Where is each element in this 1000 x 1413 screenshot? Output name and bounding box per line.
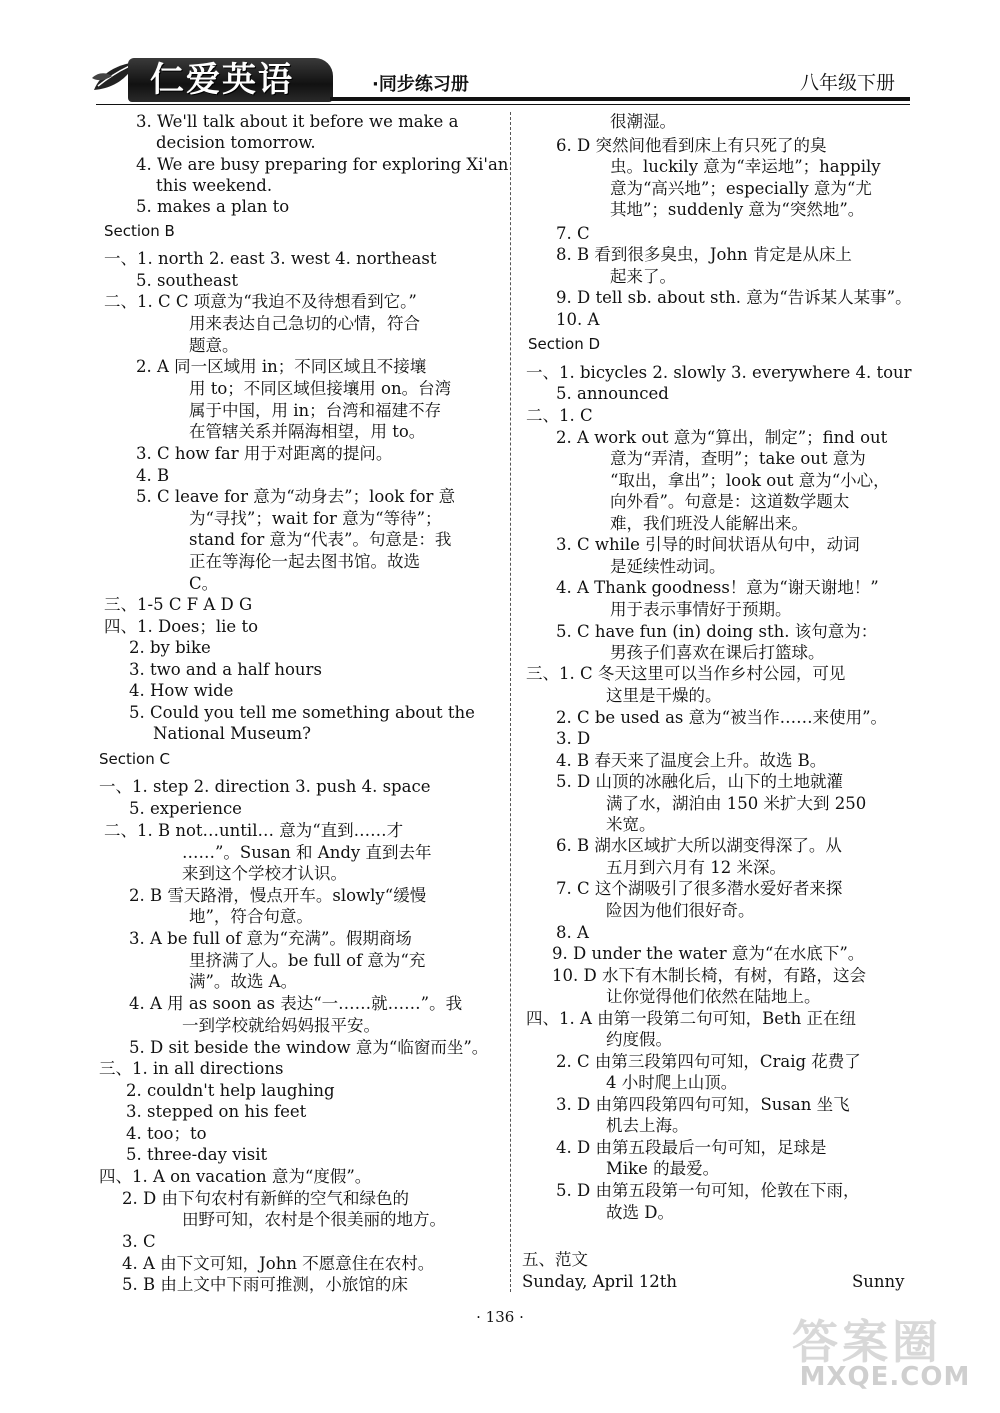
answer-line: 满了水，湖泊由 150 米扩大到 250 <box>606 794 867 813</box>
answer-line: 2. D 由下句农村有新鲜的空气和绿色的 <box>122 1189 409 1208</box>
answer-line: 5. D 山顶的冰融化后，山下的土地就灌 <box>556 772 843 791</box>
answer-line: 五、范文 <box>522 1250 588 1269</box>
answer-line: 二、1. B not…until… 意为“直到……才 <box>104 821 404 840</box>
answer-line: 向外看”。句意是：这道数学题太 <box>610 492 850 511</box>
answer-line: 4. How wide <box>129 681 234 700</box>
answer-line: 这里是干燥的。 <box>606 686 722 705</box>
answer-line: Sunny <box>852 1272 905 1291</box>
answer-line: 4 小时爬上山顶。 <box>606 1073 738 1092</box>
answer-line: 2. by bike <box>129 638 211 657</box>
answer-line: 地”，符合句意。 <box>189 907 313 926</box>
watermark-site: MXQE.COM <box>799 1362 971 1392</box>
answer-line: 3. D <box>556 729 591 748</box>
answer-line: 3. C <box>122 1232 156 1251</box>
answer-line: 10. A <box>556 310 600 329</box>
answer-line: this weekend. <box>156 176 273 195</box>
answer-line: 3. D 由第四段第四句可知，Susan 坐飞 <box>556 1095 850 1114</box>
answer-line: 5. B 由上文中下雨可推测，小旅馆的床 <box>122 1275 408 1294</box>
answer-line: 7. C 这个湖吸引了很多潜水爱好者来探 <box>556 879 843 898</box>
answer-line: 三、1. C 冬天这里可以当作乡村公园，可见 <box>526 664 846 683</box>
answer-line: 难，我们班没人能解出来。 <box>610 514 808 533</box>
page-header <box>0 0 1000 104</box>
answer-line: 9. D under the water 意为“在水底下”。 <box>552 944 865 963</box>
column-divider <box>510 112 511 1292</box>
answer-line: 5. makes a plan to <box>136 197 290 216</box>
answer-line: 五月到六月有 12 米深。 <box>606 858 786 877</box>
watermark-logo: 答案圈 <box>792 1315 942 1369</box>
answer-line: 四、1. Does；lie to <box>104 617 259 636</box>
answer-line: 意为“弄清，查明”；take out 意为 <box>610 449 866 468</box>
answer-line: 险因为他们很好奇。 <box>606 901 755 920</box>
brand-title: 仁爱英语 <box>150 60 294 100</box>
answer-line: 一、1. bicycles 2. slowly 3. everywhere 4. tour <box>526 363 912 382</box>
answer-line: 4. We are busy preparing for exploring Xi'an <box>136 155 509 174</box>
answer-line: 是延续性动词。 <box>610 557 726 576</box>
answer-line: 让你觉得他们依然在陆地上。 <box>606 987 821 1006</box>
answer-line: 2. A 同一区域用 in；不同区域且不接壤 <box>136 357 427 376</box>
section-heading: Section C <box>99 750 170 768</box>
answer-line: 4. too；to <box>126 1124 207 1143</box>
answer-line: 四、1. A 由第一段第二句可知，Beth 正在纽 <box>526 1009 857 1028</box>
answer-line: C。 <box>189 574 219 593</box>
answer-line: National Museum? <box>153 724 311 743</box>
answer-line: 5. D sit beside the window 意为“临窗而坐”。 <box>129 1038 489 1057</box>
answer-line: 4. D 由第五段最后一句可知，足球是 <box>556 1138 827 1157</box>
header-rule-thick <box>330 97 910 101</box>
answer-line: 4. A Thank goodness！意为“谢天谢地！” <box>556 578 879 597</box>
answer-line: 机去上海。 <box>606 1116 689 1135</box>
answer-line: 2. B 雪天路滑，慢点开车。slowly“缓慢 <box>129 886 427 905</box>
answer-line: 用于表示事情好于预期。 <box>610 600 792 619</box>
answer-line: 5. southeast <box>136 271 238 290</box>
answer-line: 满”。故选 A。 <box>189 972 298 991</box>
answer-line: 2. C be used as 意为“被当作……来使用”。 <box>556 708 888 727</box>
answer-line: 三、1. in all directions <box>99 1059 284 1078</box>
answer-line: 题意。 <box>189 336 239 355</box>
answer-line: Mike 的最爱。 <box>606 1159 720 1178</box>
answer-line: 一、1. step 2. direction 3. push 4. space <box>99 777 431 796</box>
answer-line: 里挤满了人。be full of 意为“充 <box>189 951 426 970</box>
answer-line: 2. couldn't help laughing <box>126 1081 335 1100</box>
answer-line: 5. D 由第五段第一句可知，伦敦在下雨， <box>556 1181 860 1200</box>
answer-line: 四、1. A on vacation 意为“度假”。 <box>99 1167 372 1186</box>
answer-line: 4. A 用 as soon as 表达“一……就……”。我 <box>129 994 463 1013</box>
answer-line: 9. D tell sb. about sth. 意为“告诉某人某事”。 <box>556 288 912 307</box>
answer-line: 属于中国，用 in；台湾和福建不存 <box>189 401 442 420</box>
answer-line: 4. B <box>136 466 170 485</box>
page-number: · 136 · <box>476 1308 524 1326</box>
answer-line: 4. A 由下文可知，John 不愿意住在农村。 <box>122 1254 435 1273</box>
answer-line: 一、1. north 2. east 3. west 4. northeast <box>104 249 437 268</box>
answer-line: 8. B 看到很多臭虫，John 肯定是从床上 <box>556 245 852 264</box>
answer-line: 3. We'll talk about it before we make a <box>136 112 459 131</box>
answer-line: 2. C 由第三段第四句可知，Craig 花费了 <box>556 1052 861 1071</box>
answer-line: 5. C leave for 意为“动身去”；look for 意 <box>136 487 456 506</box>
answer-line: 5. Could you tell me something about the <box>129 703 475 722</box>
answer-line: 为“寻找”；wait for 意为“等待”； <box>189 509 442 528</box>
answer-line: 起来了。 <box>610 267 676 286</box>
answer-line: ……”。Susan 和 Andy 直到去年 <box>182 843 432 862</box>
answer-line: 二、1. C <box>526 406 593 425</box>
answer-line: 用 to；不同区域但接壤用 on。台湾 <box>189 379 452 398</box>
answer-line: 二、1. C C 项意为“我迫不及待想看到它。” <box>104 292 417 311</box>
answer-line: 其地”；suddenly 意为“突然地”。 <box>610 200 865 219</box>
answer-line: 正在等海伦一起去图书馆。故选 <box>189 552 420 571</box>
answer-line: stand for 意为“代表”。句意是：我 <box>189 530 452 549</box>
answer-line: 一到学校就给妈妈报平安。 <box>182 1016 380 1035</box>
answer-line: 3. C while 引导的时间状语从句中，动词 <box>556 535 860 554</box>
answer-line: 4. B 春天来了温度会上升。故选 B。 <box>556 751 827 770</box>
answer-line: 6. B 湖水区域扩大所以湖变得深了。从 <box>556 836 842 855</box>
section-heading: Section D <box>528 335 601 353</box>
answer-line: 3. stepped on his feet <box>126 1102 307 1121</box>
answer-line: 米宽。 <box>606 815 656 834</box>
answer-line: 田野可知，农村是个很美丽的地方。 <box>182 1210 446 1229</box>
answer-line: 3. two and a half hours <box>129 660 322 679</box>
book-subtitle: ·同步练习册 <box>372 74 469 95</box>
answer-line: 三、1-5 C F A D G <box>104 595 253 614</box>
section-heading: Section B <box>104 222 175 240</box>
answer-line: Sunday, April 12th <box>522 1272 677 1291</box>
answer-line: 故选 D。 <box>606 1203 674 1222</box>
answer-line: 10. D 水下有木制长椅，有树，有路，这会 <box>552 966 866 985</box>
answer-line: 5. C have fun (in) doing sth. 该句意为： <box>556 622 878 641</box>
answer-line: 约度假。 <box>606 1030 672 1049</box>
answer-line: 男孩子们喜欢在课后打篮球。 <box>610 643 825 662</box>
answer-line: 2. A work out 意为“算出，制定”；find out <box>556 428 888 447</box>
answer-line: 5. announced <box>556 384 669 403</box>
answer-line: “取出，拿出”；look out 意为“小心， <box>610 471 890 490</box>
answer-line: 8. A <box>556 923 589 942</box>
watermark <box>782 1300 988 1408</box>
answer-line: 6. D 突然间他看到床上有只死了的臭 <box>556 136 827 155</box>
answer-line: decision tomorrow. <box>156 133 316 152</box>
answer-line: 在管辖关系并隔海相望，用 to。 <box>189 422 426 441</box>
answer-line: 用来表达自己急切的心情，符合 <box>189 314 420 333</box>
answer-line: 7. C <box>556 224 590 243</box>
answer-line: 很潮湿。 <box>610 112 676 131</box>
answer-line: 5. three-day visit <box>126 1145 268 1164</box>
answer-line: 3. A be full of 意为“充满”。假期商场 <box>129 929 412 948</box>
answer-line: 来到这个学校才认识。 <box>182 864 347 883</box>
answer-line: 意为“高兴地”；especially 意为“尤 <box>610 179 872 198</box>
header-rule-thin <box>96 104 910 105</box>
answer-line: 5. experience <box>129 799 242 818</box>
answer-line: 3. C how far 用于对距离的提问。 <box>136 444 393 463</box>
answer-line: 虫。luckily 意为“幸运地”；happily <box>610 157 881 176</box>
grade-label: 八年级下册 <box>800 72 896 94</box>
